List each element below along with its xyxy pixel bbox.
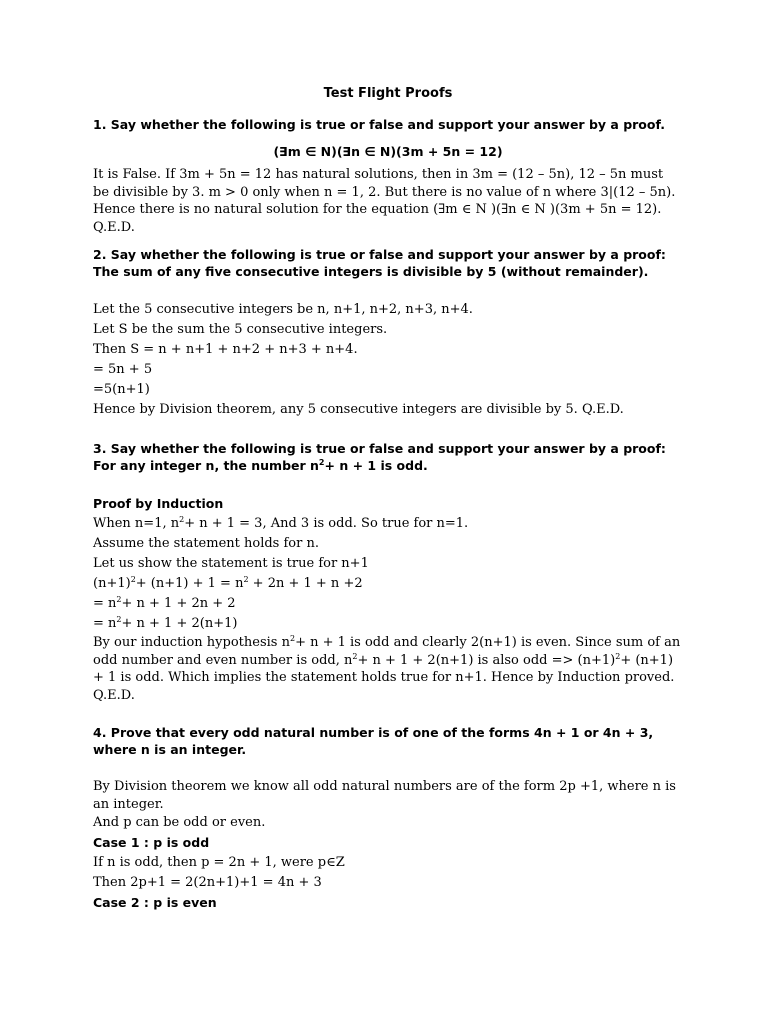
proof-text: = n	[93, 596, 117, 611]
proof-conclusion	[93, 634, 683, 704]
superscript: 2	[179, 515, 185, 524]
proof-text: By our induction hypothesis n	[93, 635, 290, 650]
answer-2-line: Then S = n + n+1 + n+2 + n+3 + n+4.	[93, 342, 358, 357]
proof-text: + n + 1 + 2(n+1) is also odd => (n+1)	[357, 652, 616, 668]
proof-text: + n + 1 is odd and clearly 2(n+1) is even. Since sum of an odd number and even number is odd, n	[93, 635, 681, 668]
answer-2-line: = 5n + 5	[93, 362, 153, 377]
proof-line	[93, 574, 683, 594]
question-1-formula: (∃m ∈ N)(∃n ∈ N)(3m + 5n = 12)	[273, 144, 503, 159]
answer-4-intro: By Division theorem we know all odd natural numbers are of the form 2p +1, where n is an integer.	[93, 779, 676, 812]
answer-2-line: Let S be the sum the 5 consecutive integers.	[93, 322, 388, 337]
proof-text: = n	[93, 616, 117, 631]
proof-heading: Proof by Induction	[93, 496, 224, 511]
answer-4-line: Then 2p+1 = 2(2n+1)+1 = 4n + 3	[93, 875, 322, 890]
superscript: 2	[130, 575, 136, 584]
question-3-text-b: + n + 1 is odd.	[324, 458, 428, 473]
question-1-answer: It is False. If 3m + 5n = 12 has natural solutions, then in 3m = (12 – 5n), 12 – 5n must be divisible by 3. m > 0 only when n = 1, 2. But there is no value of n where 3|(12 – 5n). Hence there is no natural solution for the equation (∃m ∈ N )(∃n ∈ N )(3m + 5n = 12). Q.E.D.	[93, 167, 676, 235]
question-3	[93, 440, 683, 474]
proof-line	[93, 594, 683, 614]
proof-text: + n + 1 = 3, And 3 is odd. So true for n=1.	[184, 516, 469, 531]
proof-text: + (n+1) + 1 is odd. Which implies the statement holds true for n+1. Hence by Induction proved. Q.E.D.	[93, 652, 675, 703]
case-1-heading: Case 1 : p is odd	[93, 835, 210, 850]
proof-text: + (n+1) + 1 = n	[135, 576, 244, 591]
question-2: 2. Say whether the following is true or false and support your answer by a proof: The sum of any five consecutive integers is divisible by 5 (without remainder).	[93, 247, 666, 279]
page-title: Test Flight Proofs	[323, 86, 453, 101]
case-2-heading: Case 2 : p is even	[93, 895, 217, 910]
proof-text: + 2n + 1 + n +2	[248, 576, 363, 591]
superscript: 2	[243, 575, 249, 584]
answer-2-line: =5(n+1)	[93, 382, 150, 397]
answer-2-line: Hence by Division theorem, any 5 consecutive integers are divisible by 5. Q.E.D.	[93, 402, 624, 417]
proof-line	[93, 614, 683, 634]
proof-line: Assume the statement holds for n.	[93, 536, 319, 551]
answer-4-line: If n is odd, then p = 2n + 1, were p∈Z	[93, 855, 345, 870]
superscript: 2	[352, 651, 358, 661]
answer-2-line: Let the 5 consecutive integers be n, n+1, n+2, n+3, n+4.	[93, 302, 473, 317]
proof-text: + n + 1 + 2(n+1)	[121, 616, 238, 631]
superscript: 2	[615, 651, 621, 661]
document-page	[93, 84, 683, 913]
question-3-text-a: 3. Say whether the following is true or false and support your answer by a proof: For any integer n, the number n	[93, 441, 666, 473]
question-4: 4. Prove that every odd natural number is of one of the forms 4n + 1 or 4n + 3, where n is an integer.	[93, 725, 654, 757]
superscript: 2	[318, 458, 325, 467]
proof-line	[93, 514, 683, 534]
proof-text: + n + 1 + 2n + 2	[121, 596, 236, 611]
question-1: 1. Say whether the following is true or false and support your answer by a proof.	[93, 117, 665, 132]
superscript: 2	[116, 615, 122, 624]
superscript: 2	[289, 634, 296, 643]
answer-4-line: And p can be odd or even.	[93, 815, 266, 830]
proof-text: (n+1)	[93, 576, 131, 591]
proof-text: When n=1, n	[93, 516, 180, 531]
proof-line: Let us show the statement is true for n+1	[93, 556, 369, 571]
superscript: 2	[116, 595, 122, 604]
